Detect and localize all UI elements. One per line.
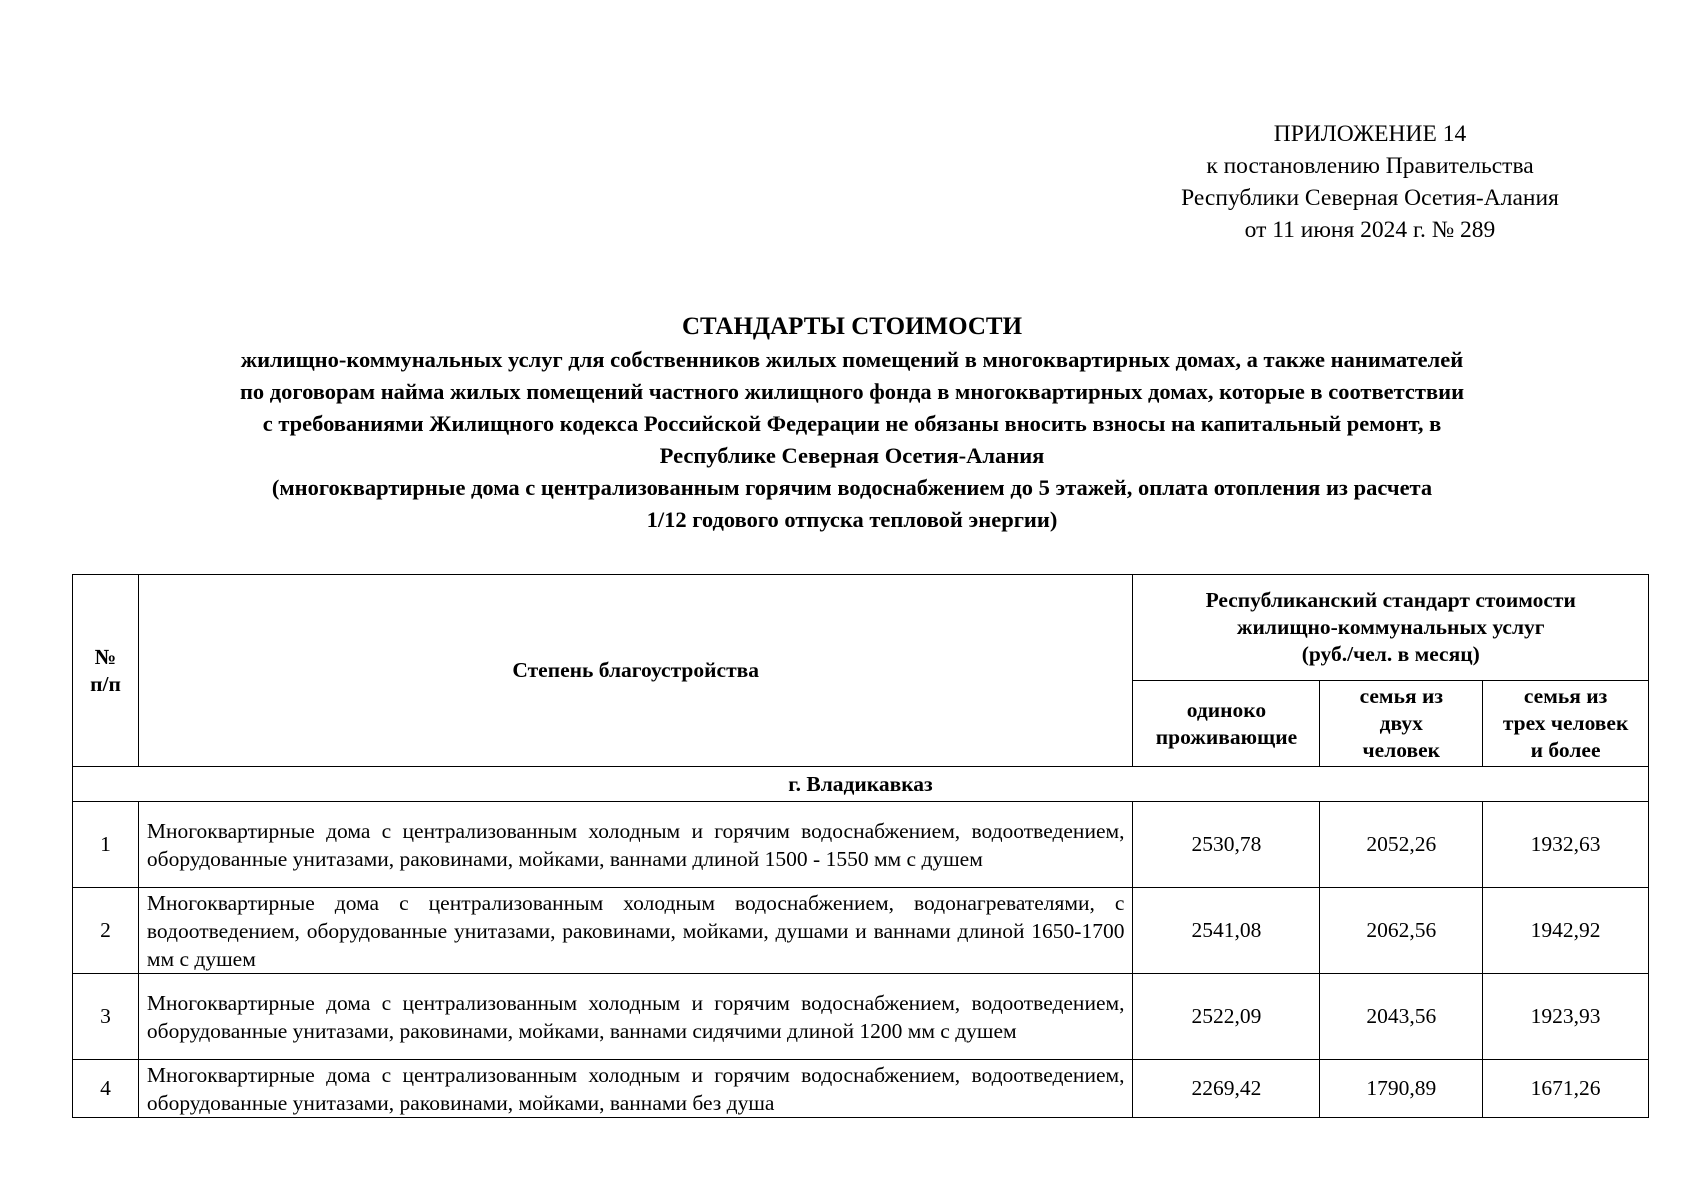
city-name: г. Владикавказ xyxy=(73,767,1649,802)
title-line-1: жилищно-коммунальных услуг для собственников жилых помещений в многоквартирных домах, а также нанимателей xyxy=(240,347,1464,372)
header-number-sign: № xyxy=(94,644,117,669)
row-single-value: 2269,42 xyxy=(1133,1060,1320,1118)
standards-table xyxy=(72,574,1649,1118)
appendix-date-number: от 11 июня 2024 г. № 289 xyxy=(1244,217,1496,243)
row-description: Многоквартирные дома с централизованным холодным и горячим водоснабжением, водоотведением, оборудованные унитазами, раковинами, мойками, ваннами длиной 1500 - 1550 мм с душем xyxy=(138,802,1133,888)
row-single-value: 2541,08 xyxy=(1133,888,1320,974)
table-row xyxy=(73,888,1649,974)
city-row xyxy=(73,767,1649,802)
row-three-value: 1932,63 xyxy=(1483,802,1649,888)
row-number: 4 xyxy=(73,1060,139,1118)
header-single xyxy=(1133,681,1320,767)
appendix-reference xyxy=(1140,118,1600,246)
header-standard-line-3: (руб./чел. в месяц) xyxy=(1301,642,1480,666)
header-three-line-3: и более xyxy=(1530,738,1601,762)
header-two xyxy=(1320,681,1483,767)
header-two-line-2: двух xyxy=(1379,711,1423,735)
appendix-resolution: к постановлению Правительства xyxy=(1206,153,1534,179)
table-row xyxy=(73,802,1649,888)
header-standard xyxy=(1133,575,1649,681)
title-heading: СТАНДАРТЫ СТОИМОСТИ xyxy=(681,313,1023,340)
title-line-5: (многоквартирные дома с централизованным горячим водоснабжением до 5 этажей, оплата отопления из расчета xyxy=(271,475,1433,500)
row-single-value: 2522,09 xyxy=(1133,974,1320,1060)
row-three-value: 1671,26 xyxy=(1483,1060,1649,1118)
header-three-line-1: семья из xyxy=(1523,684,1608,708)
title-line-3: с требованиями Жилищного кодекса Российской Федерации не обязаны вносить взносы на капитальный ремонт, в xyxy=(262,411,1442,436)
row-number: 1 xyxy=(73,802,139,888)
row-description: Многоквартирные дома с централизованным холодным и горячим водоснабжением, водоотведением, оборудованные унитазами, раковинами, мойками, ваннами без душа xyxy=(138,1060,1133,1118)
row-number: 2 xyxy=(73,888,139,974)
header-two-line-1: семья из xyxy=(1359,684,1443,708)
row-two-value: 2052,26 xyxy=(1320,802,1483,888)
header-single-line-2: проживающие xyxy=(1155,724,1298,749)
header-three-line-2: трех человек xyxy=(1502,711,1629,735)
row-description: Многоквартирные дома с централизованным холодным и горячим водоснабжением, водоотведением, оборудованные унитазами, раковинами, мойками, ваннами сидячими длиной 1200 мм с душем xyxy=(138,974,1133,1060)
header-standard-line-2: жилищно-коммунальных услуг xyxy=(1236,615,1545,639)
header-three xyxy=(1483,681,1649,767)
header-number-abbr: п/п xyxy=(90,671,121,696)
title-line-4: Республике Северная Осетия-Алания xyxy=(659,443,1045,468)
row-two-value: 2062,56 xyxy=(1320,888,1483,974)
row-two-value: 2043,56 xyxy=(1320,974,1483,1060)
row-single-value: 2530,78 xyxy=(1133,802,1320,888)
row-three-value: 1923,93 xyxy=(1483,974,1649,1060)
header-single-line-1: одиноко xyxy=(1186,697,1267,722)
header-two-line-3: человек xyxy=(1362,738,1441,762)
header-description: Степень благоустройства xyxy=(138,575,1133,767)
appendix-title: ПРИЛОЖЕНИЕ 14 xyxy=(1273,121,1467,147)
row-description: Многоквартирные дома с централизованным холодным водоснабжением, водонагревателями, с водоотведением, оборудованные унитазами, раковинами, мойками, душами и ваннами длиной 1650-1700 мм с душем xyxy=(138,888,1133,974)
row-three-value: 1942,92 xyxy=(1483,888,1649,974)
header-standard-line-1: Республиканский стандарт стоимости xyxy=(1205,588,1576,612)
document-title xyxy=(72,310,1632,536)
table-row xyxy=(73,1060,1649,1118)
row-number: 3 xyxy=(73,974,139,1060)
header-number xyxy=(73,575,139,767)
title-line-2: по договорам найма жилых помещений частного жилищного фонда в многоквартирных домах, которые в соответствии xyxy=(239,379,1465,404)
appendix-republic: Республики Северная Осетия-Алания xyxy=(1181,185,1559,211)
row-two-value: 1790,89 xyxy=(1320,1060,1483,1118)
table-row xyxy=(73,974,1649,1060)
table-header-row xyxy=(73,575,1649,681)
title-line-6: 1/12 годового отпуска тепловой энергии) xyxy=(646,507,1058,532)
